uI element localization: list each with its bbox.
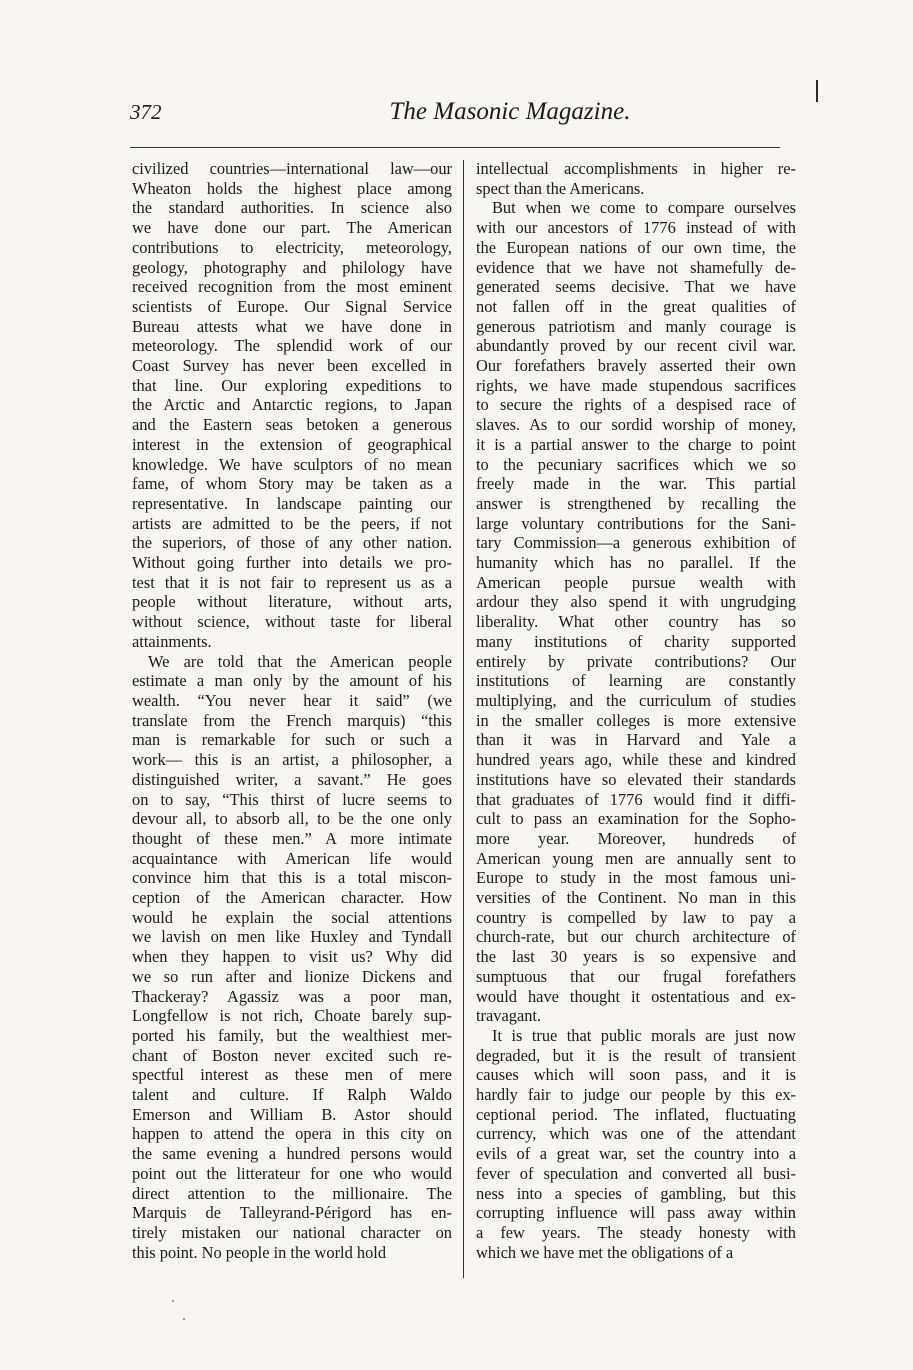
- text-line: entirely by private contributions? Our: [476, 651, 796, 671]
- text-line: causes which will soon pass, and it is: [476, 1065, 796, 1085]
- text-line: work— this is an artist, a philosopher, a: [132, 750, 452, 770]
- text-line: evils of a great war, set the country into a: [476, 1144, 796, 1164]
- text-line: currency, which was one of the attendant: [476, 1124, 796, 1144]
- text-line: happen to attend the opera in this city on: [132, 1124, 452, 1144]
- text-line: But when we come to compare ourselves: [492, 198, 796, 218]
- text-line: fever of speculation and converted all busi-: [476, 1163, 796, 1183]
- text-line: in the smaller colleges is more extensive: [476, 710, 796, 730]
- text-line: American people pursue wealth with: [476, 572, 796, 592]
- text-line: evidence that we have not shamefully de-: [476, 257, 796, 277]
- paragraph: [476, 198, 796, 1026]
- text-line: to secure the rights of a despised race of: [476, 395, 796, 415]
- text-line: ceptional period. The inflated, fluctuating: [476, 1104, 796, 1124]
- text-line: to the pecuniary sacrifices which we so: [476, 454, 796, 474]
- text-line: translate from the French marquis) “this: [132, 710, 452, 730]
- text-line: representative. In landscape painting our: [132, 493, 452, 513]
- text-line: ported his family, but the wealthiest mer-: [132, 1025, 452, 1045]
- text-line: convince him that this is a total miscon-: [132, 868, 452, 888]
- text-line: received recognition from the most eminent: [132, 277, 452, 297]
- text-line: humanity which has no parallel. If the: [476, 553, 796, 573]
- text-line: knowledge. We have sculptors of no mean: [132, 454, 452, 474]
- text-line: institutions have so elevated their standards: [476, 769, 796, 789]
- running-head-title: The Masonic Magazine.: [389, 98, 631, 125]
- scan-speck: [183, 1318, 185, 1320]
- text-line: more year. Moreover, hundreds of: [476, 828, 796, 848]
- text-line: acquaintance with American life would: [132, 848, 452, 868]
- text-line: institutions of learning are constantly: [476, 671, 796, 691]
- text-line: than it was in Harvard and Yale a: [476, 730, 796, 750]
- text-line: ception of the American character. How: [132, 888, 452, 908]
- paragraph: [476, 159, 796, 198]
- text-line: corrupting influence will pass away within: [476, 1203, 796, 1223]
- text-line: this point. No people in the world hold: [132, 1242, 387, 1262]
- text-line: abundantly proved by our recent civil war.: [476, 336, 796, 356]
- text-line: versities of the Continent. No man in this: [476, 888, 796, 908]
- text-line: the last 30 years is so expensive and: [476, 947, 796, 967]
- text-line: Coast Survey has never been excelled in: [132, 356, 452, 376]
- text-line: Thackeray? Agassiz was a poor man,: [132, 986, 452, 1006]
- text-line: attainments.: [132, 631, 212, 651]
- text-line: a few years. The steady honesty with: [476, 1222, 796, 1242]
- text-line: the Arctic and Antarctic regions, to Japan: [132, 395, 452, 415]
- text-line: tirely mistaken our national character on: [132, 1222, 452, 1242]
- text-line: generated seems decisive. That we have: [476, 277, 796, 297]
- text-line: contributions to electricity, meteorology,: [132, 237, 452, 257]
- text-line: Europe to study in the most famous uni-: [476, 868, 796, 888]
- header-rule: [130, 147, 780, 148]
- text-line: point out the litterateur for one who would: [132, 1163, 452, 1183]
- text-line: hardly fair to judge our people by this ex-: [476, 1085, 796, 1105]
- text-line: Bureau attests what we have done in: [132, 316, 452, 336]
- text-line: man is remarkable for such or such a: [132, 730, 452, 750]
- text-line: without science, without taste for liberal: [132, 612, 452, 632]
- text-line: with our ancestors of 1776 instead of with: [476, 218, 796, 238]
- text-line: sumptuous that our frugal forefathers: [476, 966, 796, 986]
- text-line: artists are admitted to be the peers, if not: [132, 513, 452, 533]
- text-line: country is compelled by law to pay a: [476, 907, 796, 927]
- text-line: that graduates of 1776 would find it diffi-: [476, 789, 796, 809]
- text-line: large voluntary contributions for the Sani-: [476, 513, 796, 533]
- text-line: the European nations of our own time, the: [476, 237, 796, 257]
- margin-mark: [816, 80, 818, 102]
- text-line: ness into a species of gambling, but this: [476, 1183, 796, 1203]
- text-line: distinguished writer, a savant.” He goes: [132, 769, 452, 789]
- text-line: the standard authorities. In science also: [132, 198, 452, 218]
- text-line: American young men are annually sent to: [476, 848, 796, 868]
- text-line: spect than the Americans.: [476, 178, 645, 198]
- text-line: thought of these men.” A more intimate: [132, 828, 452, 848]
- text-line: Our forefathers bravely asserted their own: [476, 356, 796, 376]
- text-line: chant of Boston never excited such re-: [132, 1045, 452, 1065]
- text-line: rights, we have made stupendous sacrifices: [476, 375, 796, 395]
- text-line: would he explain the social attentions: [132, 907, 452, 927]
- text-line: hundred years ago, while these and kindred: [476, 750, 796, 770]
- text-line: fame, of whom Story may be taken as a: [132, 474, 452, 494]
- column-divider: [463, 160, 464, 1278]
- text-line: Longfellow is not rich, Choate barely sup-: [132, 1006, 452, 1026]
- text-line: when they happen to visit us? Why did: [132, 947, 452, 967]
- text-line: devour all, to absorb all, to be the one only: [132, 809, 452, 829]
- text-line: travagant.: [476, 1006, 542, 1026]
- text-line: interest in the extension of geographical: [132, 434, 452, 454]
- page-number: 372: [130, 100, 162, 124]
- text-line: and the Eastern seas betoken a generous: [132, 415, 452, 435]
- text-line: liberality. What other country has so: [476, 612, 796, 632]
- text-line: Emerson and William B. Astor should: [132, 1104, 452, 1124]
- text-line: on to say, “This thirst of lucre seems to: [132, 789, 452, 809]
- paragraph: [132, 652, 452, 1263]
- text-line: degraded, but it is the result of transient: [476, 1045, 796, 1065]
- text-line: not fallen off in the great qualities of: [476, 296, 796, 316]
- text-line: we so run after and lionize Dickens and: [132, 966, 452, 986]
- scan-speck: [172, 1300, 174, 1302]
- text-line: church-rate, but our church architecture of: [476, 927, 796, 947]
- text-line: Marquis de Talleyrand-Périgord has en-: [132, 1203, 452, 1223]
- text-line: multiplying, and the curriculum of studies: [476, 690, 796, 710]
- text-line: which we have met the obligations of a: [476, 1242, 734, 1262]
- text-line: cult to pass an examination for the Sopho-: [476, 809, 796, 829]
- text-line: civilized countries—international law—our: [132, 159, 452, 178]
- text-line: meteorology. The splendid work of our: [132, 336, 452, 356]
- text-line: people without literature, without arts,: [132, 592, 452, 612]
- text-line: scientists of Europe. Our Signal Service: [132, 296, 452, 316]
- text-line: spectful interest as these men of mere: [132, 1065, 452, 1085]
- paragraph: [476, 1026, 796, 1262]
- left-column: [132, 159, 452, 1262]
- text-line: We are told that the American people: [148, 651, 452, 671]
- text-line: It is true that public morals are just now: [492, 1025, 796, 1045]
- text-line: Wheaton holds the highest place among: [132, 178, 452, 198]
- text-line: would have thought it ostentatious and ex-: [476, 986, 796, 1006]
- paragraph: [132, 159, 452, 652]
- text-line: generous patriotism and manly courage is: [476, 316, 796, 336]
- text-line: test that it is not fair to represent us as a: [132, 572, 452, 592]
- text-line: answer is strengthened by recalling the: [476, 493, 796, 513]
- text-line: tary Commission—a generous exhibition of: [476, 533, 796, 553]
- text-line: wealth. “You never hear it said” (we: [132, 690, 452, 710]
- text-line: talent and culture. If Ralph Waldo: [132, 1085, 452, 1105]
- text-line: estimate a man only by the amount of his: [132, 671, 452, 691]
- text-line: geology, photography and philology have: [132, 257, 452, 277]
- text-line: the same evening a hundred persons would: [132, 1144, 452, 1164]
- text-line: direct attention to the millionaire. The: [132, 1183, 452, 1203]
- text-line: freely made in the war. This partial: [476, 474, 796, 494]
- text-line: the superiors, of those of any other nation.: [132, 533, 452, 553]
- text-line: Without going further into details we pro-: [132, 553, 452, 573]
- text-line: ardour they also spend it with ungrudging: [476, 592, 796, 612]
- text-line: we lavish on men like Huxley and Tyndall: [132, 927, 452, 947]
- text-line: we have done our part. The American: [132, 218, 452, 238]
- text-line: slaves. As to our sordid worship of money,: [476, 415, 796, 435]
- text-line: it is a partial answer to the charge to point: [476, 434, 796, 454]
- text-line: many institutions of charity supported: [476, 631, 796, 651]
- text-line: intellectual accomplishments in higher re-: [476, 159, 796, 178]
- text-line: that line. Our exploring expeditions to: [132, 375, 452, 395]
- right-column: [476, 159, 796, 1262]
